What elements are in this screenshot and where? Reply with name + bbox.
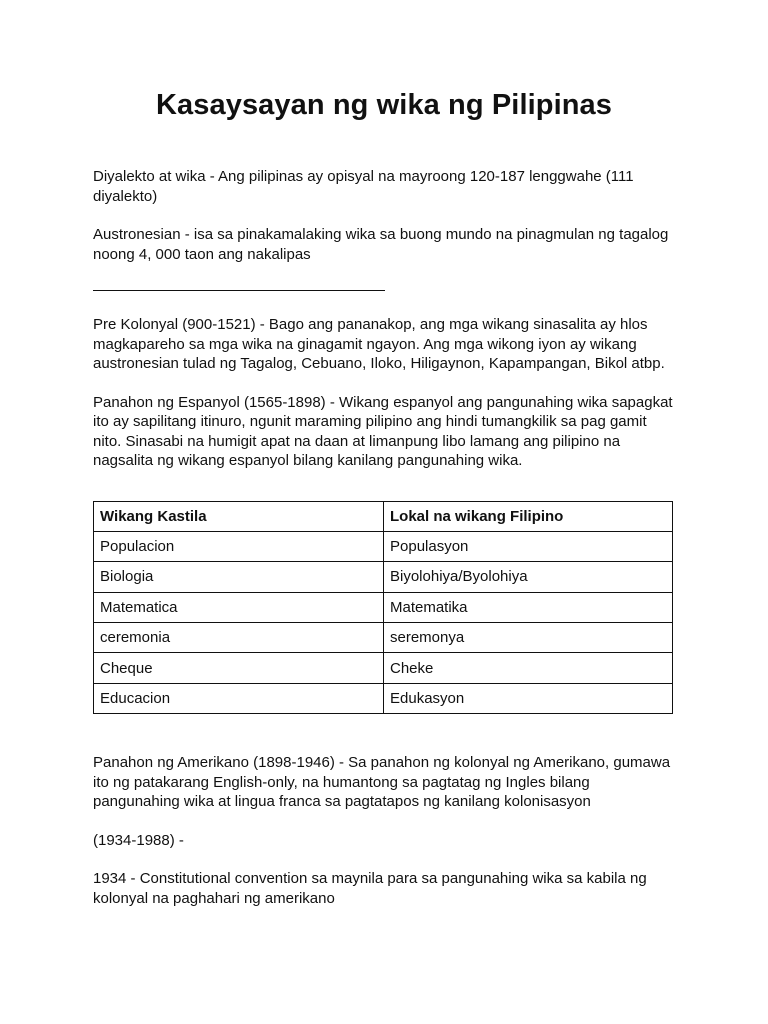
paragraph-1934-1988: (1934-1988) -: [93, 831, 184, 849]
paragraph-panahon-espanyol: Panahon ng Espanyol (1565-1898) - Wikang espanyol ang pangunahing wika sapagkat ito ay sapilitang itinuro, ngunit maraming pilipino ang hindi tumangkilik sa pag gamit nito. Sinasabi na humigit apat na daan at limanpung libo lamang ang pilipino na nagsalita ng wikang espanyol bilang kanilang pangunahing wika.: [93, 393, 673, 469]
paragraph-pre-kolonyal: Pre Kolonyal (900-1521) - Bago ang pananakop, ang mga wikang sinasalita ay hlos magkapareho sa mga wika na ginagamit ngayon. Ang mga wikong iyon ay wikang austronesian tulad ng Tagalog, Cebuano, Iloko, Hiligaynon, Kapampangan, Bikol atbp.: [93, 316, 665, 372]
table-cell-kastila: Educacion: [94, 683, 384, 713]
paragraph-diyalekto: Diyalekto at wika - Ang pilipinas ay opisyal na mayroong 120-187 lenggwahe (111 diyalekto): [93, 168, 634, 205]
table-row: [94, 653, 673, 683]
table-cell-filipino: Populasyon: [384, 531, 673, 561]
horizontal-rule: [93, 290, 385, 291]
table-header-row: [94, 501, 673, 531]
table-cell-kastila: Biologia: [94, 562, 384, 592]
table-cell-kastila: ceremonia: [94, 623, 384, 653]
table-header-filipino: Lokal na wikang Filipino: [384, 501, 673, 531]
table-cell-kastila: Populacion: [94, 531, 384, 561]
paragraph-1934-convention: 1934 - Constitutional convention sa maynila para sa pangunahing wika sa kabila ng kolonyal na paghahari ng amerikano: [93, 870, 647, 907]
table-row: [94, 592, 673, 622]
table-cell-kastila: Matematica: [94, 592, 384, 622]
table-cell-filipino: Biyolohiya/Byolohiya: [384, 562, 673, 592]
table-header-kastila: Wikang Kastila: [94, 501, 384, 531]
table-row: [94, 531, 673, 561]
paragraph-austronesian: Austronesian - isa sa pinakamalaking wika sa buong mundo na pinagmulan ng tagalog noong 4, 000 taon ang nakalipas: [93, 226, 669, 263]
table-row: [94, 623, 673, 653]
table-row: [94, 562, 673, 592]
table-cell-filipino: Matematika: [384, 592, 673, 622]
table-cell-filipino: Edukasyon: [384, 683, 673, 713]
vocabulary-table: [93, 501, 673, 715]
table-cell-kastila: Cheque: [94, 653, 384, 683]
table-cell-filipino: seremonya: [384, 623, 673, 653]
table-row: [94, 683, 673, 713]
page-title: Kasaysayan ng wika ng Pilipinas: [156, 89, 612, 121]
table-cell-filipino: Cheke: [384, 653, 673, 683]
paragraph-panahon-amerikano: Panahon ng Amerikano (1898-1946) - Sa panahon ng kolonyal ng Amerikano, gumawa ito ng patakarang English-only, na humantong sa pagtatag ng Ingles bilang pangunahing wika at lingua franca sa pagtatapos ng kanilang kolonisasyon: [93, 754, 671, 811]
